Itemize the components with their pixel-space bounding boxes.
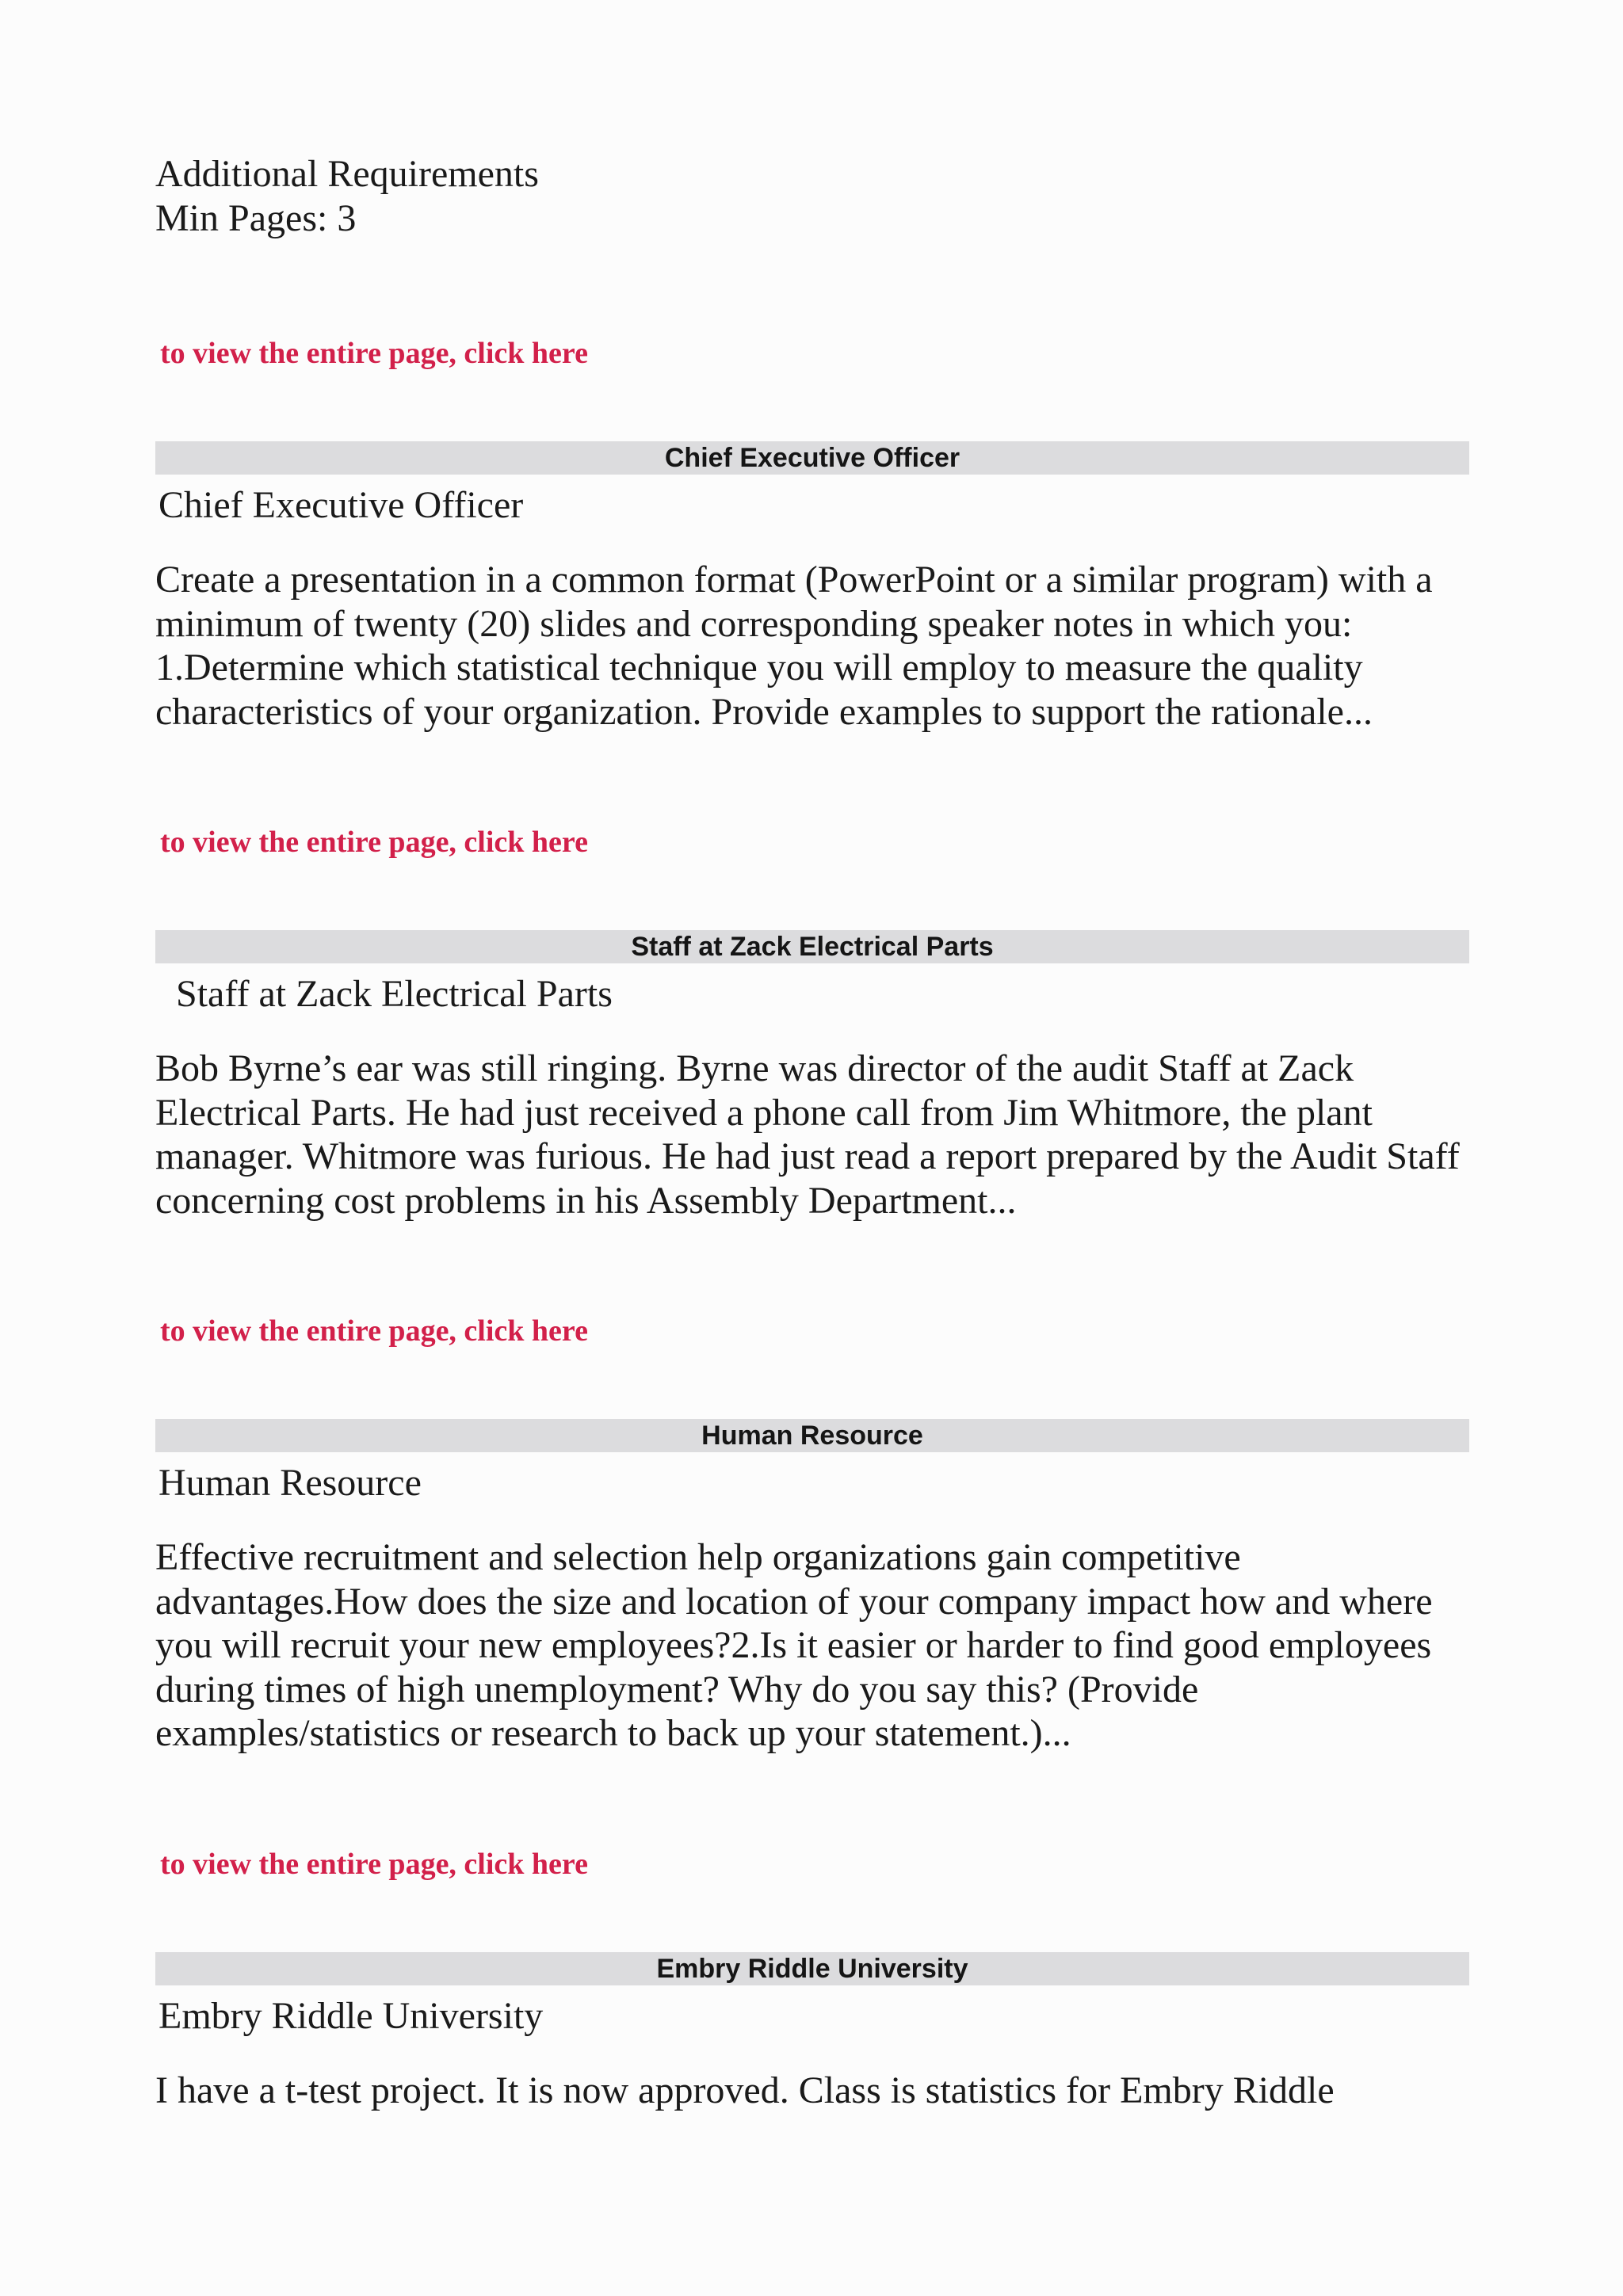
section-heading: Staff at Zack Electrical Parts [176, 973, 613, 1015]
requirements-title: Additional Requirements [155, 153, 539, 195]
paragraph-line: you will recruit your new employees?2.Is it easier or harder to find good employees [155, 1624, 1432, 1666]
view-entire-page-link[interactable]: to view the entire page, click here [160, 826, 588, 859]
paragraph-line: manager. Whitmore was furious. He had just read a report prepared by the Audit Staff [155, 1135, 1460, 1177]
view-entire-page-link[interactable]: to view the entire page, click here [160, 337, 588, 370]
paragraph-line: Electrical Parts. He had just received a phone call from Jim Whitmore, the plant [155, 1091, 1373, 1134]
paragraph-line: minimum of twenty (20) slides and corresponding speaker notes in which you: [155, 602, 1353, 645]
paragraph-line: Create a presentation in a common format (PowerPoint or a similar program) with a [155, 559, 1433, 601]
section-heading: Embry Riddle University [158, 1995, 544, 2037]
section-bar-title: Human Resource [155, 1419, 1469, 1452]
paragraph-line: concerning cost problems in his Assembly Department... [155, 1179, 1017, 1222]
paragraph-line: characteristics of your organization. Provide examples to support the rationale... [155, 690, 1373, 733]
section-paragraph [155, 558, 1487, 734]
section-heading: Human Resource [158, 1462, 422, 1504]
section-bar-title: Chief Executive Officer [155, 441, 1469, 475]
section-paragraph [155, 2069, 1487, 2113]
paragraph-line: Effective recruitment and selection help organizations gain competitive [155, 1536, 1241, 1578]
additional-requirements [155, 152, 539, 241]
paragraph-line: examples/statistics or research to back up your statement.)... [155, 1712, 1071, 1754]
section-heading: Chief Executive Officer [158, 484, 524, 526]
section-bar-title: Staff at Zack Electrical Parts [155, 930, 1469, 963]
paragraph-line: Bob Byrne’s ear was still ringing. Byrne was director of the audit Staff at Zack [155, 1047, 1354, 1089]
section-bar-title: Embry Riddle University [155, 1952, 1469, 1985]
min-pages: Min Pages: 3 [155, 197, 357, 239]
view-entire-page-link[interactable]: to view the entire page, click here [160, 1848, 588, 1881]
section-paragraph [155, 1047, 1487, 1222]
section-paragraph [155, 1535, 1487, 1756]
paragraph-line: 1.Determine which statistical technique you will employ to measure the quality [155, 646, 1363, 688]
paragraph-line: during times of high unemployment? Why do you say this? (Provide [155, 1668, 1199, 1711]
view-entire-page-link[interactable]: to view the entire page, click here [160, 1314, 588, 1348]
paragraph-line: I have a t-test project. It is now approved. Class is statistics for Embry Riddle [155, 2069, 1335, 2111]
paragraph-line: advantages.How does the size and location of your company impact how and where [155, 1580, 1433, 1623]
